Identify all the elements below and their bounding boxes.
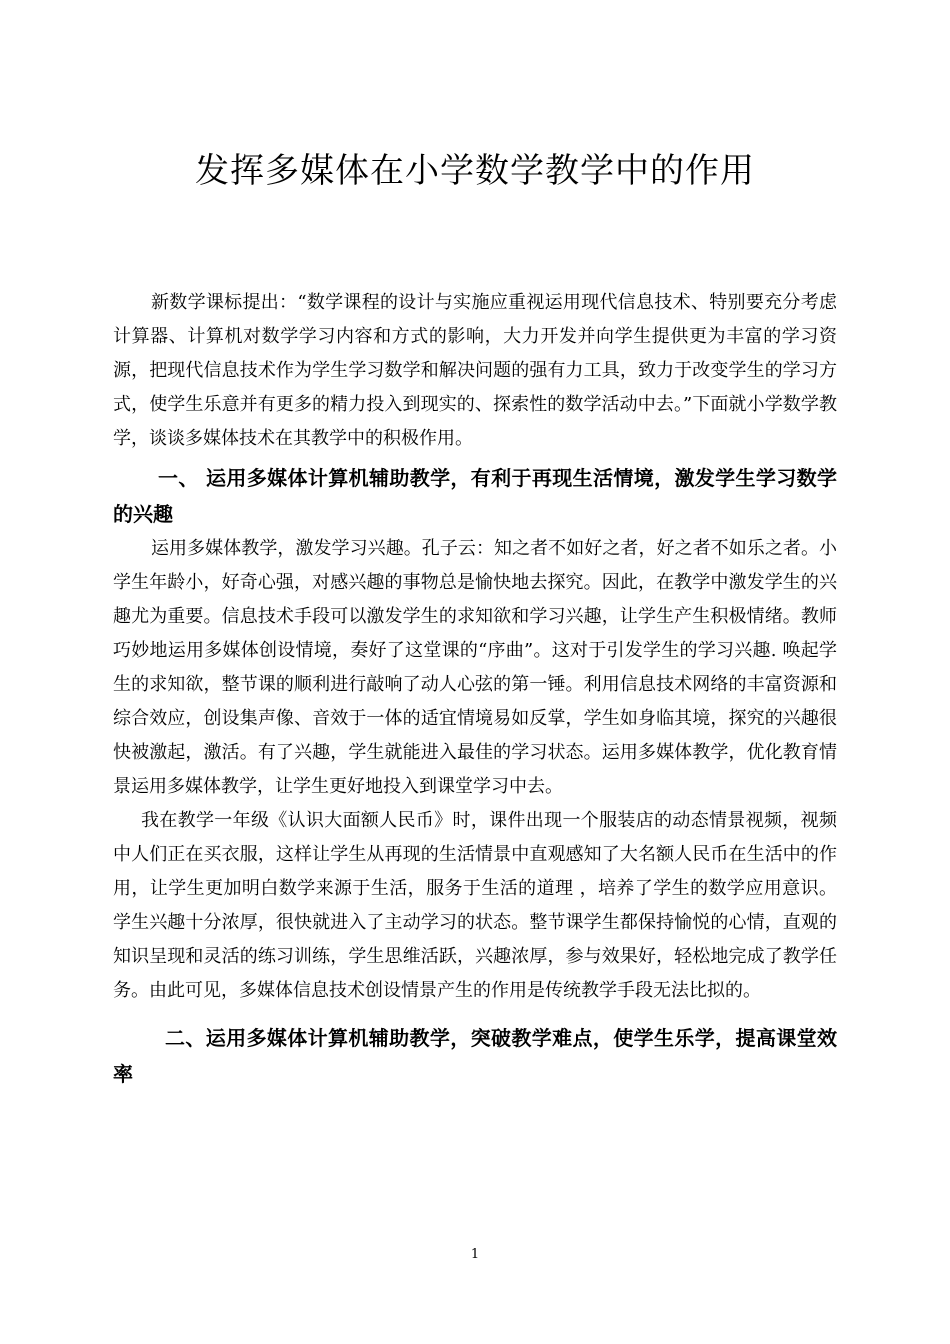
section-heading-2: 二、运用多媒体计算机辅助教学，突破教学难点，使学生乐学，提高课堂效率 xyxy=(113,1026,837,1086)
document-title: 发挥多媒体在小学数学教学中的作用 xyxy=(195,151,755,191)
section-heading-1: 一、 运用多媒体计算机辅助教学，有利于再现生活情境，激发学生学习数学的兴趣 xyxy=(113,466,837,526)
page-number: 1 xyxy=(470,1247,480,1262)
section1-paragraph-2: 我在教学一年级《认识大面额人民币》时，课件出现一个服装店的动态情景视频，视频中人们正在买衣服，这样让学生从再现的生活情景中直观感知了大名额人民币在生活中的作用，让学生更加明白数学来源于生活，服务于生活的道理 ，培养了学生的数学应用意识。学生兴趣十分浓厚，很快就进入了主动学习的状态。整节课学生都保持愉悦的心情，直观的知识呈现和灵活的练习训练，学生思维活跃，兴趣浓厚，参与效果好，轻松地完成了教学任务。由此可见，多媒体信息技术创设情景产生的作用是传统教学手段无法比拟的。 xyxy=(113,810,837,1001)
document-body xyxy=(113,286,837,1092)
section1-paragraph-1: 运用多媒体教学，激发学习兴趣。孔子云：知之者不如好之者，好之者不如乐之者。小学生年龄小，好奇心强，对感兴趣的事物总是愉快地去探究。因此，在教学中激发学生的兴趣尤为重要。信息技术手段可以激发学生的求知欲和学习兴趣，让学生产生积极情绪。教师巧妙地运用多媒体创设情境，奏好了这堂课的“序曲”。这对于引发学生的学习兴趣. 唤起学生的求知欲，整节课的顺利进行敲响了动人心弦的第一锤。利用信息技术网络的丰富资源和综合效应，创设集声像、音效于一体的适宜情境易如反掌，学生如身临其境，探究的兴趣很快被激起，激活。有了兴趣，学生就能进入最佳的学习状态。运用多媒体教学，优化教育情景运用多媒体教学，让学生更好地投入到课堂学习中去。 xyxy=(113,538,837,797)
intro-paragraph: 新数学课标提出：“数学课程的设计与实施应重视运用现代信息技术、特别要充分考虑计算器、计算机对数学学习内容和方式的影响，大力开发并向学生提供更为丰富的学习资源，把现代信息技术作为学生学习数学和解决问题的强有力工具，致力于改变学生的学习方式，使学生乐意并有更多的精力投入到现实的、探索性的数学活动中去。”下面就小学数学教学，谈谈多媒体技术在其教学中的积极作用。 xyxy=(113,292,837,449)
